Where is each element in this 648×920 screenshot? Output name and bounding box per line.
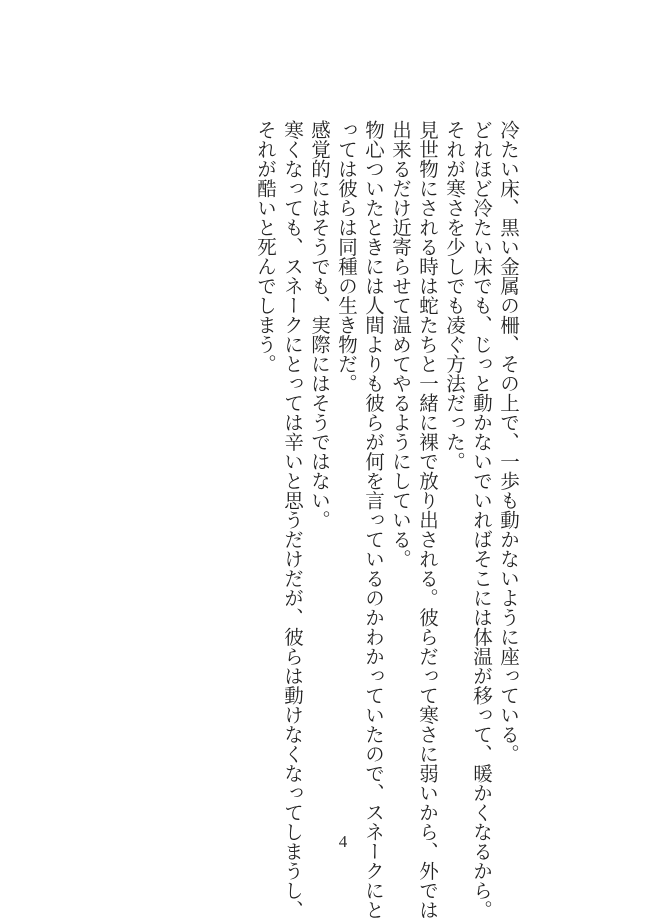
text-line-2: どれほど冷たい床でも、じっと動かないでいればそこには体温が移って、暖かくなるから。: [470, 120, 493, 920]
text-line-8: 感覚的にはそうでも、実際にはそうではない。: [308, 120, 331, 530]
page-number: 4: [338, 832, 348, 851]
text-line-3: それが寒さを少しでも凌ぐ方法だった。: [443, 120, 466, 471]
text-line-9: 寒くなっても、スネークにとっては辛いと思うだけだが、彼らは動けなくなってしまうし、: [281, 120, 304, 920]
text-line-7: っては彼らは同種の生き物だ。: [335, 120, 358, 393]
text-line-1: 冷たい床、黒い金属の柵、その上で、一歩も動かないように座っている。: [497, 120, 520, 764]
text-line-4: 見世物にされる時は蛇たちと一緒に裸で放り出される。彼らだって寒さに弱いから、外では: [416, 120, 439, 920]
text-line-10: それが酷いと死んでしまう。: [254, 120, 277, 374]
text-line-6: 物心ついたときには人間よりも彼らが何を言っているのかわかっていたので、スネークにと: [362, 120, 385, 920]
text-line-5: 出来るだけ近寄らせて温めてやるようにしている。: [389, 120, 412, 569]
